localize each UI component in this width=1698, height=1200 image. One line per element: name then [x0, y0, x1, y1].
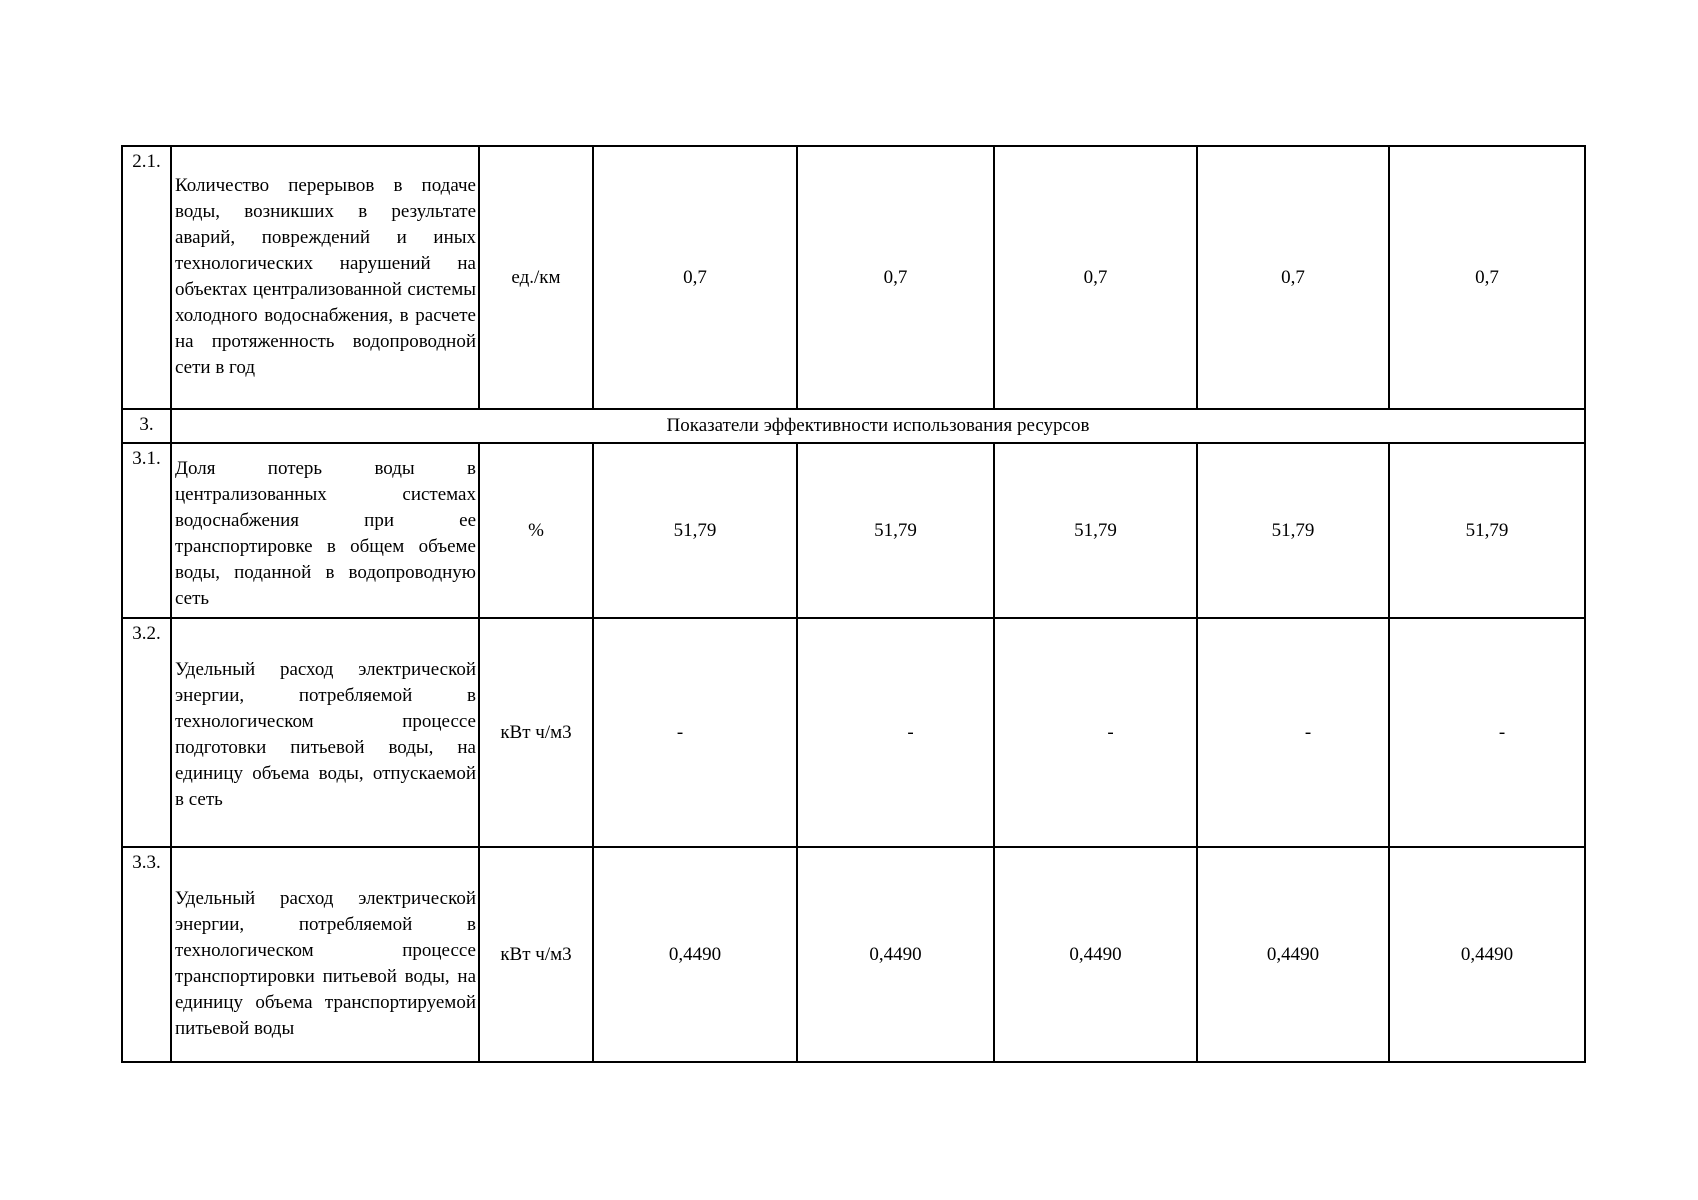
- unit-cell: ед./км: [479, 146, 593, 409]
- value-cell: 0,4490: [1389, 847, 1585, 1062]
- value-cell: 0,4490: [593, 847, 797, 1062]
- row-number: 3.3.: [122, 847, 171, 1062]
- value-cell: 51,79: [593, 443, 797, 618]
- value-cell: 0,7: [593, 146, 797, 409]
- indicator-description-text: Количество перерывов в подаче воды, возникших в результате аварий, повреждений и иных технологических нарушений на объектах централизованной системы холодного водоснабжения, в расчете на протяженность водопроводной сети в год: [175, 175, 476, 378]
- value-cell: 51,79: [994, 443, 1197, 618]
- value-cell: 0,7: [797, 146, 994, 409]
- indicator-description-text: Удельный расход электрической энергии, потребляемой в технологическом процессе транспортировки питьевой воды, на единицу объема транспортируемой питьевой воды: [175, 888, 476, 1039]
- row-number: 2.1.: [122, 146, 171, 409]
- value-cell: 0,4490: [797, 847, 994, 1062]
- value-cell: 0,4490: [994, 847, 1197, 1062]
- value-cell: 0,4490: [1197, 847, 1389, 1062]
- section-title: Показатели эффективности использования ресурсов: [171, 409, 1585, 443]
- indicator-description: [171, 146, 479, 409]
- indicator-description: [171, 443, 479, 618]
- value-cell: -: [1197, 618, 1389, 847]
- indicator-description: [171, 618, 479, 847]
- table-row: [122, 146, 1585, 409]
- value-cell: -: [797, 618, 994, 847]
- unit-cell: кВт ч/м3: [479, 618, 593, 847]
- value-cell: 0,7: [994, 146, 1197, 409]
- value-cell: 51,79: [1197, 443, 1389, 618]
- value-cell: -: [1389, 618, 1585, 847]
- indicator-description: [171, 847, 479, 1062]
- row-number: 3.: [122, 409, 171, 443]
- unit-cell: %: [479, 443, 593, 618]
- table-row: [122, 443, 1585, 618]
- value-cell: -: [994, 618, 1197, 847]
- value-cell: 51,79: [797, 443, 994, 618]
- indicator-description-text: Удельный расход электрической энергии, потребляемой в технологическом процессе подготовки питьевой воды, на единицу объема воды, отпускаемой в сеть: [175, 659, 476, 810]
- indicator-description-text: Доля потерь воды в централизованных системах водоснабжения при ее транспортировке в общем объеме воды, поданной в водопроводную сеть: [175, 458, 476, 609]
- indicators-table: [121, 145, 1586, 1063]
- table-row: [122, 618, 1585, 847]
- value-cell: -: [593, 618, 797, 847]
- value-cell: 51,79: [1389, 443, 1585, 618]
- row-number: 3.2.: [122, 618, 171, 847]
- row-number: 3.1.: [122, 443, 171, 618]
- table-row: [122, 847, 1585, 1062]
- value-cell: 0,7: [1389, 146, 1585, 409]
- unit-cell: кВт ч/м3: [479, 847, 593, 1062]
- value-cell: 0,7: [1197, 146, 1389, 409]
- section-row: [122, 409, 1585, 443]
